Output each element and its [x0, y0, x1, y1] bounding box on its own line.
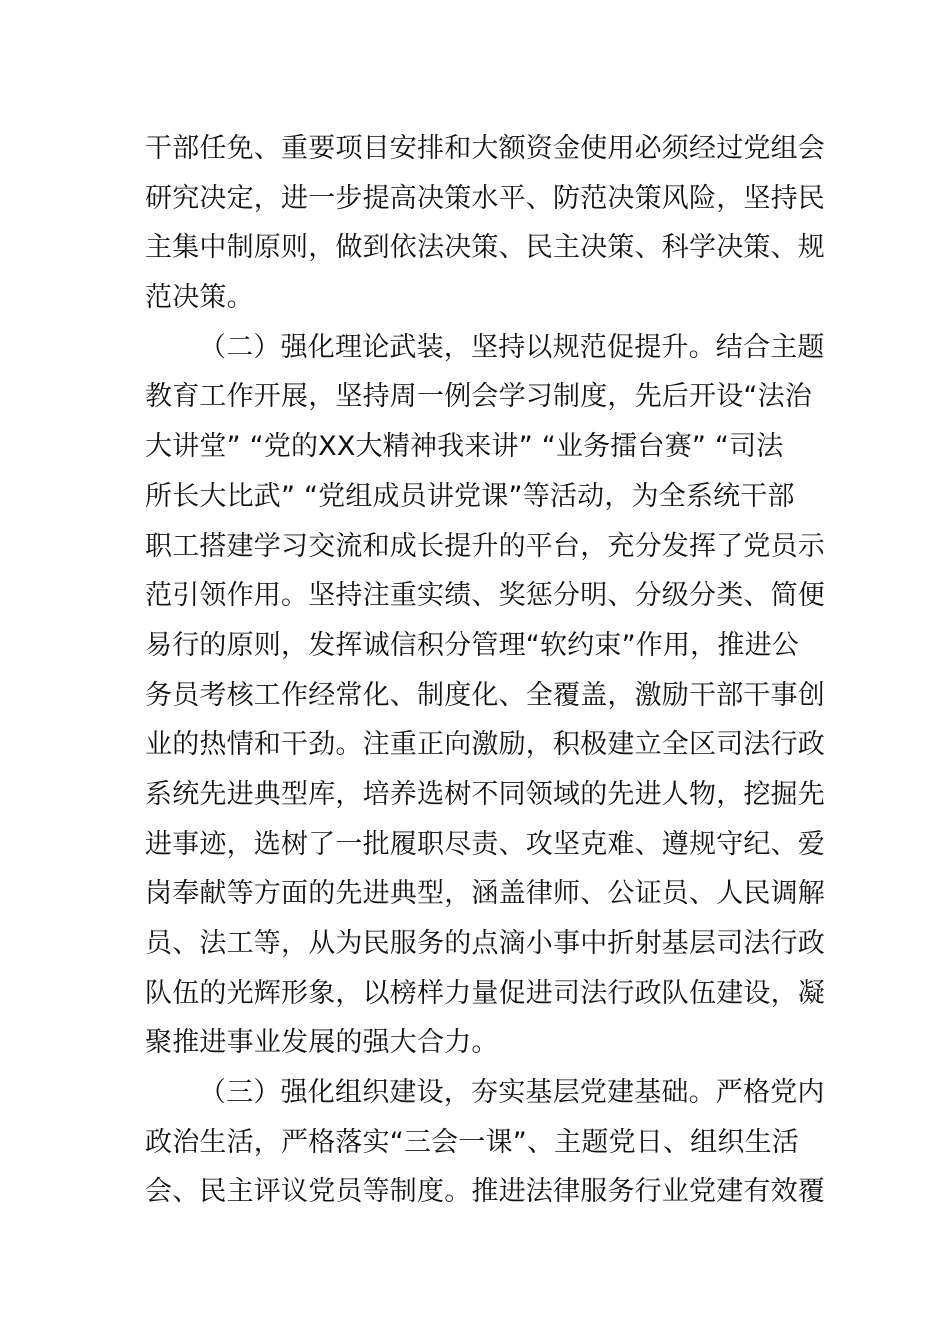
- text-line-1: 干部任免、重要项目安排和大额资金使用必须经过党组会: [145, 133, 825, 164]
- text-line-11: 易行的原则，发挥诚信积分管理“软约束”作用，推进公: [145, 629, 799, 661]
- text-line-21: 政治生活，严格落实“三会一课”、主题党日、组织生活: [145, 1126, 799, 1158]
- text-line-4: 范决策。: [145, 282, 254, 314]
- text-line-2: 研究决定，进一步提高决策水平、防范决策风险，坚持民: [145, 182, 825, 214]
- text-line-16: 岗奉献等方面的先进典型，涵盖律师、公证员、人民调解: [145, 878, 825, 910]
- text-line-19: 聚推进事业发展的强大合力。: [145, 1027, 499, 1059]
- text-line-12: 务员考核工作经常化、制度化、全覆盖，激励干部干事创: [145, 679, 825, 711]
- text-line-3: 主集中制原则，做到依法决策、民主决策、科学决策、规: [145, 232, 825, 264]
- text-line-13: 业的热情和干劲。注重正向激励，积极建立全区司法行政: [145, 729, 825, 761]
- body-text: [145, 124, 825, 1217]
- text-line-14: 系统先进典型库，培养选树不同领域的先进人物，挖掘先: [145, 778, 825, 810]
- text-line-18: 队伍的光辉形象，以榜样力量促进司法行政队伍建设，凝: [145, 977, 825, 1009]
- section-heading-2: （二）强化理论武装，坚持以规范促提升。结合主题: [199, 331, 825, 363]
- text-line-6: 教育工作开展，坚持周一例会学习制度，先后开设“法治: [145, 381, 812, 413]
- text-line-17: 员、法工等，从为民服务的点滴小事中折射基层司法行政: [145, 928, 825, 959]
- text-line-8: 所长大比武” “党组成员讲党课”等活动，为全系统干部: [145, 480, 795, 512]
- section-heading-3: （三）强化组织建设，夯实基层党建基础。严格党内: [199, 1077, 825, 1109]
- text-line-7: 大讲堂” “党的XX大精神我来讲” “业务擂台赛” “司法: [145, 431, 784, 463]
- text-line-9: 职工搭建学习交流和成长提升的平台，充分发挥了党员示: [145, 530, 825, 562]
- text-line-15: 进事迹，选树了一批履职尽责、攻坚克难、遵规守纪、爱: [145, 828, 825, 860]
- text-line-10: 范引领作用。坚持注重实绩、奖惩分明、分级分类、简便: [145, 580, 825, 612]
- text-line-22: 会、民主评议党员等制度。推进法律服务行业党建有效覆: [145, 1176, 825, 1208]
